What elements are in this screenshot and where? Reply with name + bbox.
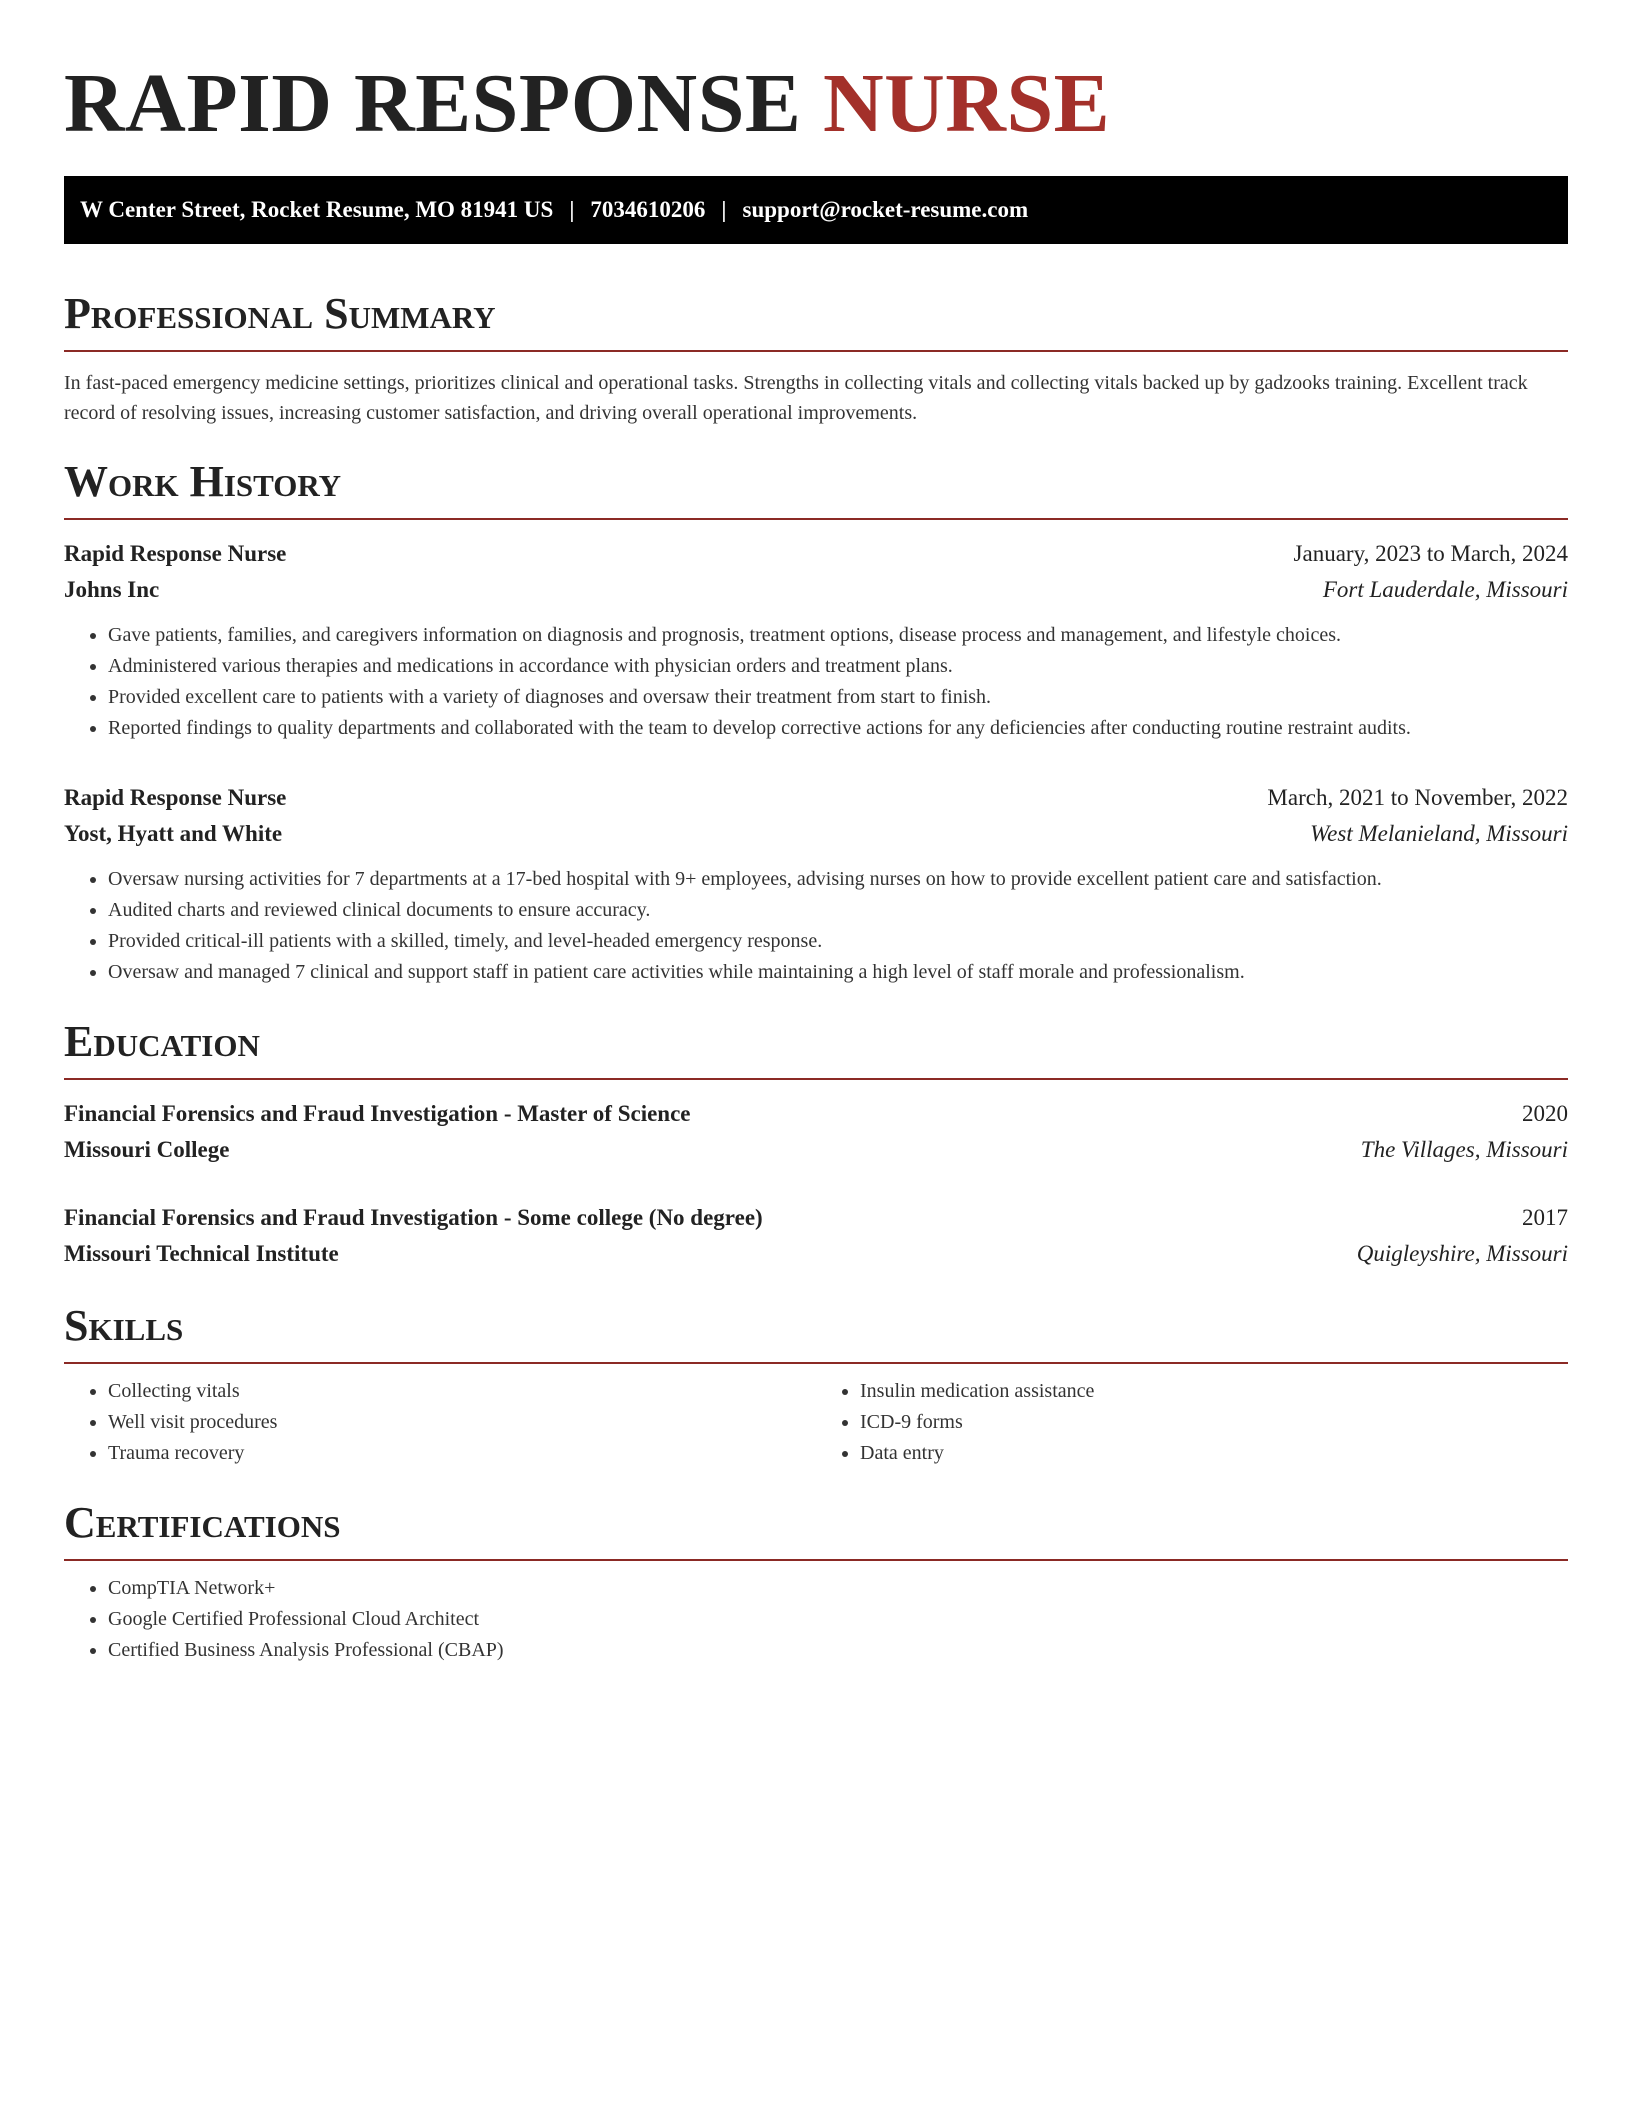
skill-item: • Insulin medication assistance	[860, 1376, 1568, 1407]
job-bullet: • Gave patients, families, and caregivers information on diagnosis and prognosis, treatment options, disease process and management, and lifestyle choices.	[108, 620, 1568, 651]
summary-text: In fast-paced emergency medicine settings, prioritizes clinical and operational tasks. Strengths in collecting vitals and collecting vitals backed up by gadzooks training. Excellent track record of resolving issues, increasing customer satisfaction, and driving overall operational improvements.	[64, 372, 1528, 424]
education-entry	[64, 1200, 1568, 1272]
section-heading: Education	[64, 1017, 260, 1066]
resume-title	[64, 0, 1568, 152]
contact-separator: |	[569, 197, 575, 222]
education-section	[64, 1016, 1568, 1272]
contact-address: W Center Street, Rocket Resume, MO 81941 US	[80, 197, 554, 222]
education-school: Missouri Technical Institute	[64, 1241, 339, 1266]
job-company: Johns Inc	[64, 577, 160, 602]
title-main: RAPID RESPONSE	[64, 57, 802, 150]
education-location: Quigleyshire, Missouri	[1356, 1241, 1568, 1266]
job-location: Fort Lauderdale, Missouri	[1322, 577, 1568, 602]
skills-columns	[64, 1376, 1568, 1469]
section-divider	[64, 518, 1568, 520]
section-heading: Professional Summary	[64, 289, 496, 338]
job-company: Yost, Hyatt and White	[64, 821, 283, 846]
job-bullet: • Oversaw nursing activities for 7 departments at a 17-bed hospital with 9+ employees, advising nurses on how to provide excellent patient care and satisfaction.	[108, 864, 1568, 895]
job-bullet: • Oversaw and managed 7 clinical and support staff in patient care activities while maintaining a high level of staff morale and professionalism.	[108, 957, 1568, 988]
education-year: 2017	[1522, 1205, 1568, 1230]
contact-separator: |	[721, 197, 727, 222]
job-bullet: • Administered various therapies and medications in accordance with physician orders and treatment plans.	[108, 651, 1568, 682]
skills-section	[64, 1300, 1568, 1469]
section-divider	[64, 1362, 1568, 1364]
job-entry	[64, 780, 1568, 988]
job-bullet: • Reported findings to quality departments and collaborated with the team to develop corrective actions for any deficiencies after conducting routine restraint audits.	[108, 713, 1568, 744]
skill-item: • Collecting vitals	[108, 1376, 816, 1407]
certification-item: • Google Certified Professional Cloud Architect	[108, 1604, 1568, 1635]
certification-item: • CompTIA Network+	[108, 1573, 1568, 1604]
skill-item: • Well visit procedures	[108, 1407, 816, 1438]
job-bullet: • Provided critical-ill patients with a skilled, timely, and level-headed emergency response.	[108, 926, 1568, 957]
job-bullet: • Provided excellent care to patients with a variety of diagnoses and oversaw their treatment from start to finish.	[108, 682, 1568, 713]
education-degree: Financial Forensics and Fraud Investigation - Master of Science	[64, 1101, 691, 1126]
certification-item: • Certified Business Analysis Professional (CBAP)	[108, 1635, 1568, 1666]
section-divider	[64, 1078, 1568, 1080]
section-divider	[64, 1559, 1568, 1561]
skills-list-right	[816, 1376, 1568, 1469]
contact-phone: 7034610206	[590, 197, 706, 222]
education-year: 2020	[1522, 1101, 1568, 1126]
job-bullets	[64, 620, 1568, 744]
summary-section	[64, 288, 1568, 428]
job-dates: January, 2023 to March, 2024	[1293, 541, 1568, 566]
section-heading: Certifications	[64, 1498, 341, 1547]
job-bullet: • Audited charts and reviewed clinical documents to ensure accuracy.	[108, 895, 1568, 926]
work-history-section	[64, 456, 1568, 988]
skills-list-left	[64, 1376, 816, 1469]
contact-email: support@rocket-resume.com	[742, 197, 1029, 222]
job-bullets	[64, 864, 1568, 988]
certifications-list	[64, 1573, 1568, 1666]
certifications-section	[64, 1497, 1568, 1666]
section-heading: Skills	[64, 1301, 184, 1350]
education-location: The Villages, Missouri	[1360, 1137, 1568, 1162]
skill-item: • Data entry	[860, 1438, 1568, 1469]
job-dates: March, 2021 to November, 2022	[1267, 785, 1568, 810]
section-divider	[64, 350, 1568, 352]
job-title: Rapid Response Nurse	[64, 541, 287, 566]
education-entry	[64, 1096, 1568, 1168]
job-location: West Melanieland, Missouri	[1310, 821, 1568, 846]
skill-item: • Trauma recovery	[108, 1438, 816, 1469]
job-title: Rapid Response Nurse	[64, 785, 287, 810]
section-heading: Work History	[64, 457, 342, 506]
job-entry	[64, 536, 1568, 744]
education-degree: Financial Forensics and Fraud Investigation - Some college (No degree)	[64, 1205, 763, 1230]
title-accent: NURSE	[822, 57, 1111, 150]
skill-item: • ICD-9 forms	[860, 1407, 1568, 1438]
education-school: Missouri College	[64, 1137, 230, 1162]
contact-bar	[64, 176, 1568, 244]
